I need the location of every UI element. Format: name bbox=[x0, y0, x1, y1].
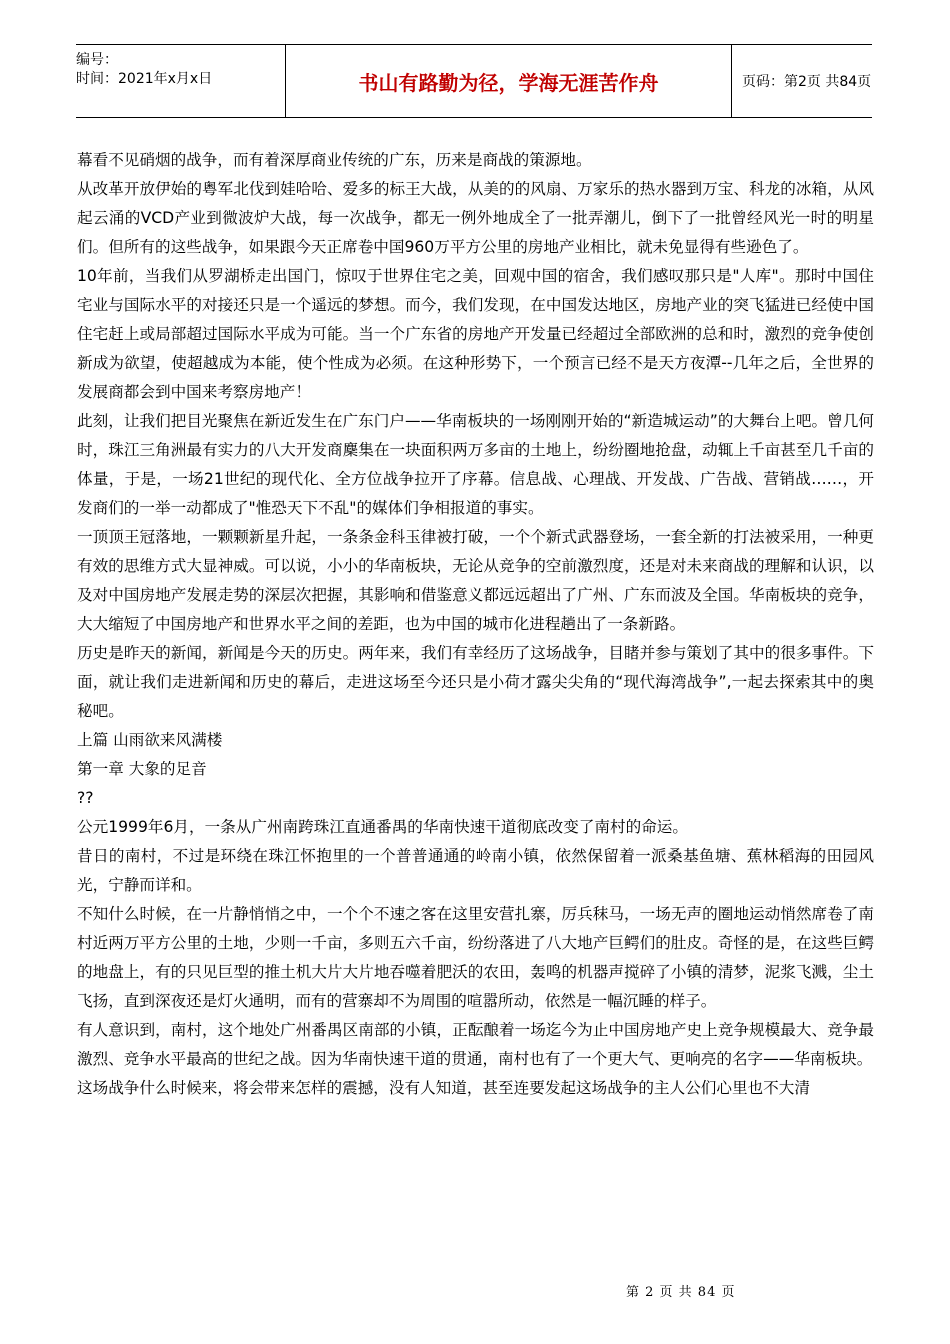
paragraph: 幕看不见硝烟的战争，而有着深厚商业传统的广东，历来是商战的策源地。 bbox=[77, 151, 592, 169]
document-date-label: 时间：2021年x月x日 bbox=[76, 71, 213, 87]
paragraph: 此刻，让我们把目光聚焦在新近发生在广东门户——华南板块的一场刚刚开始的“新造城运动”的大舞台上吧。曾几何时，珠江三角洲最有实力的八大开发商麇集在一块面积两万多亩的土地上，纷纷圈地抢盘，动辄上千亩甚至几千亩的体量，于是，一场21世纪的现代化、全方位战争拉开了序幕。信息战、心理战、开发战、广告战、营销战……，开发商们的一举一动都成了"惟恐天下不乱"的媒体们争相报道的事实。 bbox=[77, 412, 874, 517]
header-meta-cell bbox=[76, 45, 286, 117]
page-footer bbox=[626, 1281, 735, 1300]
document-number-label: 编号： bbox=[76, 52, 118, 68]
header-motto-cell bbox=[286, 45, 732, 117]
page-indicator: 页码：第2页 共84页 bbox=[742, 74, 872, 90]
paragraph: 历史是昨天的新闻，新闻是今天的历史。两年来，我们有幸经历了这场战争，目睹并参与策划了其中的很多事件。下面，就让我们走进新闻和历史的幕后，走进这场至今还只是小荷才露尖尖角的“现代海湾战争”,一起去探索其中的奥秘吧。 bbox=[77, 644, 874, 720]
paragraph: 公元1999年6月，一条从广州南跨珠江直通番禺的华南快速干道彻底改变了南村的命运。 bbox=[77, 818, 688, 836]
paragraph: 这场战争什么时候来，将会带来怎样的震撼，没有人知道，甚至连要发起这场战争的主人公们心里也不大清 bbox=[77, 1079, 810, 1097]
chapter-heading: 第一章 大象的足音 bbox=[77, 760, 207, 778]
paragraph: 从改革开放伊始的粤军北伐到娃哈哈、爱多的标王大战，从美的的风扇、万家乐的热水器到万宝、科龙的冰箱，从风起云涌的VCD产业到微波炉大战，每一次战争，都无一例外地成全了一批弄潮儿，倒下了一批曾经风光一时的明星们。但所有的这些战争，如果跟今天正席卷中国960万平方公里的房地产业相比，就未免显得有些逊色了。 bbox=[77, 180, 874, 256]
paragraph: 10年前，当我们从罗湖桥走出国门，惊叹于世界住宅之美，回观中国的宿舍，我们感叹那只是"人库"。那时中国住宅业与国际水平的对接还只是一个遥远的梦想。而今，我们发现，在中国发达地区，房地产业的突飞猛进已经使中国住宅赶上或局部超过国际水平成为可能。当一个广东省的房地产开发量已经超过全部欧洲的总和时，激烈的竞争使创新成为欲望，使超越成为本能，使个性成为必须。在这种形势下，一个预言已经不是天方夜潭--几年之后，全世界的发展商都会到中国来考察房地产！ bbox=[77, 267, 874, 401]
part-heading: 上篇 山雨欲来风满楼 bbox=[77, 731, 223, 749]
paragraph: 昔日的南村，不过是环绕在珠江怀抱里的一个普普通通的岭南小镇，依然保留着一派桑基鱼塘、蕉林稻海的田园风光，宁静而详和。 bbox=[77, 847, 874, 894]
paragraph: 不知什么时候，在一片静悄悄之中，一个个不速之客在这里安营扎寨，厉兵秣马，一场无声的圈地运动悄然席卷了南村近两万平方公里的土地，少则一千亩，多则五六千亩，纷纷落进了八大地产巨鳄们的肚皮。奇怪的是，在这些巨鳄的地盘上，有的只见巨型的推土机大片大片地吞噬着肥沃的农田，轰鸣的机器声搅碎了小镇的清梦，泥浆飞溅，尘土飞扬，直到深夜还是灯火通明，而有的营寨却不为周围的喧嚣所动，依然是一幅沉睡的样子。 bbox=[77, 905, 874, 1010]
placeholder-mark: ?? bbox=[77, 789, 94, 807]
paragraph: 一顶顶王冠落地，一颗颗新星升起，一条条金科玉律被打破，一个个新式武器登场，一套全新的打法被采用，一种更有效的思维方式大显神威。可以说，小小的华南板块，无论从竞争的空前激烈度，还是对未来商战的理解和认识，以及对中国房地产发展走势的深层次把握，其影响和借鉴意义都远远超出了广州、广东而波及全国。华南板块的竞争，大大缩短了中国房地产和世界水平之间的差距，也为中国的城市化进程趟出了一条新路。 bbox=[77, 528, 874, 633]
motto-text: 书山有路勤为径，学海无涯苦作舟 bbox=[358, 70, 659, 95]
document-body bbox=[77, 146, 874, 1103]
header-page-cell bbox=[732, 45, 872, 117]
footer-page-number: 第 2 页 共 84 页 bbox=[626, 1285, 736, 1300]
paragraph: 有人意识到，南村，这个地处广州番禺区南部的小镇，正酝酿着一场迄今为止中国房地产史上竞争规模最大、竞争最激烈、竞争水平最高的世纪之战。因为华南快速干道的贯通，南村也有了一个更大气、更响亮的名字——华南板块。 bbox=[77, 1021, 874, 1068]
page-header bbox=[76, 44, 872, 118]
